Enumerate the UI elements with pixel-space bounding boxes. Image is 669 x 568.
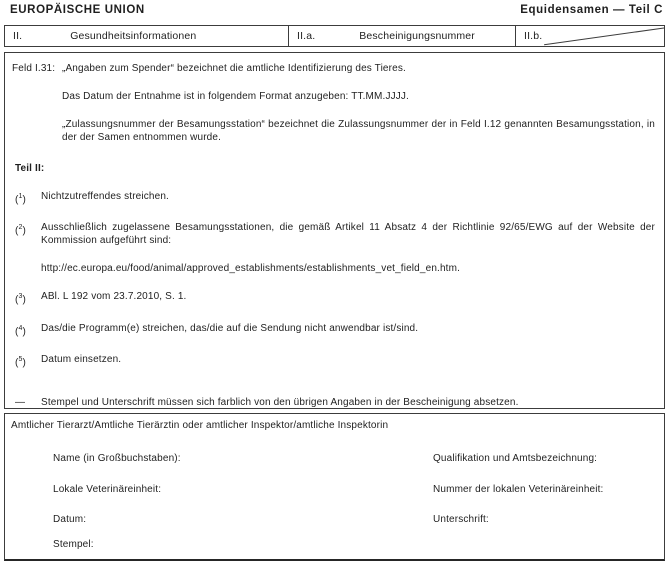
health-information-cell (5, 26, 288, 46)
diagonal-strike-line (516, 26, 664, 46)
field-I31-body (62, 62, 655, 159)
document-title: Equidensamen — Teil C (520, 4, 663, 16)
field-I31-paragraph: „Zulassungsnummer der Besamungsstation“ bezeichnet die Zulassungsnummer der in Feld I.12 genannten Besamungsstation, in der der Samen entnommen wurde. (62, 119, 655, 143)
certificate-number-cell (288, 26, 515, 46)
field-code-IIb: II.b. (524, 30, 543, 42)
field-I31-note (10, 62, 655, 159)
union-title: EUROPÄISCHE UNION (10, 4, 145, 16)
notes-box (4, 52, 665, 409)
empty-cell (433, 538, 655, 551)
field-code-IIa: II.a. (297, 30, 316, 42)
footnote-5 (10, 353, 655, 369)
name-label: Name (in Großbuchstaben): (53, 453, 181, 464)
footnote-2 (10, 221, 655, 275)
signature-row (53, 452, 655, 465)
footnote-3 (10, 290, 655, 306)
field-I31-paragraph: „Angaben zum Spender“ bezeichnet die amtliche Identifizierung des Tieres. (62, 63, 406, 74)
stamp-label: Stempel: (53, 539, 94, 550)
signature-row (53, 513, 655, 526)
stamp-signature-note-text: Stempel und Unterschrift müssen sich farblich von den übrigen Angaben in der Bescheinigung absetzen. (41, 397, 519, 409)
footnote-1 (10, 190, 655, 206)
signature-row (53, 483, 655, 496)
field-I31-label: Feld I.31: (12, 63, 56, 74)
official-veterinarian-box (4, 413, 665, 561)
footnote-5-text: Datum einsetzen. (41, 353, 122, 365)
signature-row (53, 538, 655, 551)
date-label: Datum: (53, 514, 87, 525)
footnote-5-marker: ($^5$) (15, 355, 27, 369)
part-II-title: Teil II: (15, 163, 45, 174)
signature-label: Unterschrift: (433, 514, 489, 525)
dash-bullet: — (15, 397, 26, 409)
footnote-4-text: Das/die Programm(e) streichen, das/die auf die Sendung nicht anwendbar ist/sind. (41, 322, 419, 334)
health-information-label: Gesundheitsinformationen (70, 30, 197, 42)
local-veterinary-unit-label: Lokale Veterinäreinheit: (53, 484, 162, 495)
certificate-reference-row (4, 25, 665, 47)
footnote-3-marker: ($^3$) (15, 293, 27, 306)
commission-website-url: http://ec.europa.eu/food/animal/approved_establishments/establishments_vet_field_en.htm. (41, 263, 461, 275)
field-IIb-cell (515, 26, 664, 46)
footnote-4 (10, 322, 655, 338)
footnote-2-text (41, 221, 655, 275)
local-veterinary-unit-number-label: Nummer der lokalen Veterinäreinheit: (433, 484, 604, 495)
footnote-2-body: Ausschließlich zugelassene Besamungsstationen, die gemäß Artikel 11 Absatz 4 der Richtlinie 92/65/EWG auf der Website der Kommission aufgeführt sind: (41, 222, 655, 247)
footnote-1-marker: ($^1$) (15, 193, 27, 206)
footnote-3-text: ABl. L 192 vom 23.7.2010, S. 1. (41, 291, 187, 303)
qualification-label: Qualifikation und Amtsbezeichnung: (433, 453, 598, 464)
page-header (0, 0, 669, 18)
certificate-number-label: Bescheinigungsnummer (359, 30, 475, 42)
stamp-signature-note (10, 396, 655, 409)
official-veterinarian-title: Amtlicher Tierarzt/Amtliche Tierärztin oder amtlicher Inspektor/amtliche Inspektorin (11, 420, 389, 431)
footnote-2-marker: ($^2$) (15, 224, 27, 237)
field-I31-paragraph: Das Datum der Entnahme ist in folgendem Format anzugeben: TT.MM.JJJJ. (62, 91, 409, 102)
footnote-4-marker: ($^4$) (15, 324, 27, 337)
field-code-II: II. (13, 30, 23, 42)
footnote-1-text: Nichtzutreffendes streichen. (41, 191, 169, 202)
